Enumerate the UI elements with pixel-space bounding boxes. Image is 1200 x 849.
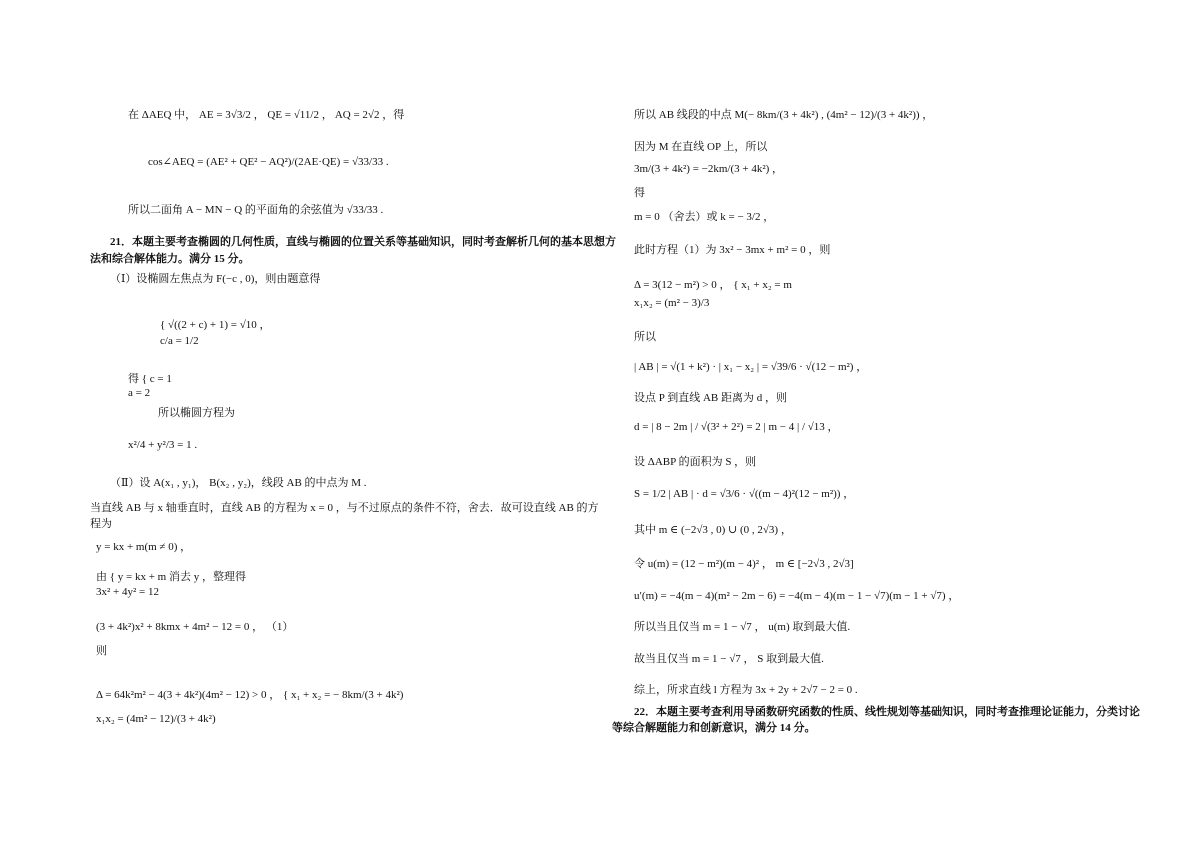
text-line: 故当且仅当 m = 1 − √7 ， S 取到最大值.: [634, 653, 824, 665]
equation-line: x²/4 + y²/3 = 1 .: [128, 439, 198, 451]
equation-line: m = 0 （舍去）或 k = − 3/2 ，: [634, 211, 775, 223]
text-line: 程为: [90, 518, 112, 530]
equation-line: x₁x₂ = (4m² − 12)/(3 + 4k²): [96, 713, 216, 725]
equation-line: 3m/(3 + 4k²) = −2km/(3 + 4k²) ，: [634, 163, 784, 175]
equation-line: c/a = 1/2: [160, 335, 199, 347]
text-line: 则: [96, 645, 107, 657]
equation-line: S = 1/2 | AB | · d = √3/6 · √((m − 4)²(12 − m²)) ，: [634, 488, 855, 500]
equation-line: Δ = 64k²m² − 4(3 + 4k²)(4m² − 12) > 0 ， { x₁ + x₂ = − 8km/(3 + 4k²): [96, 689, 404, 701]
equation-line: 综上，所求直线 l 方程为 3x + 2y + 2√7 − 2 = 0 .: [634, 684, 858, 696]
equation-line: 在 ΔAEQ 中， AE = 3√3/2 ， QE = √11/2 ， AQ = 2√2 ，得: [128, 109, 405, 121]
equation-line: 其中 m ∈ (−2√3 , 0) ∪ (0 , 2√3) ，: [634, 524, 792, 536]
equation-line: x₁x₂ = (m² − 3)/3: [634, 297, 710, 309]
equation-line: Δ = 3(12 − m²) > 0 ， { x₁ + x₂ = m: [634, 279, 792, 291]
text-line: 所以二面角 A − MN − Q 的平面角的余弦值为 √33/33 .: [128, 204, 384, 216]
text-line: 设点 P 到直线 AB 距离为 d ，则: [634, 392, 787, 404]
text-line: 所以: [634, 331, 656, 343]
equation-line: a = 2: [128, 387, 151, 399]
equation-line: { √((2 + c) + 1) = √10 ，: [160, 319, 271, 331]
equation-line: 令 u(m) = (12 − m²)(m − 4)² ， m ∈ [−2√3 , 2√3]: [634, 558, 854, 570]
equation-line: cos∠AEQ = (AE² + QE² − AQ²)/(2AE·QE) = √33/33 .: [148, 156, 389, 168]
section-heading-21: 21．本题主要考查椭圆的几何性质，直线与椭圆的位置关系等基础知识，同时考查解析几何的基本思想方: [110, 236, 616, 248]
section-heading-21-cont: 法和综合解体能力。满分 15 分。: [90, 253, 250, 265]
right-column: [600, 0, 1200, 849]
equation-line: 得 { c = 1: [128, 373, 172, 385]
equation-line: | AB | = √(1 + k²) · | x₁ − x₂ | = √39/6 · √(12 − m²) ，: [634, 361, 868, 373]
equation-line: (3 + 4k²)x² + 8kmx + 4m² − 12 = 0 ， （1）: [96, 621, 294, 633]
equation-line: 所以 AB 线段的中点 M(− 8km/(3 + 4k²) , (4m² − 12)/(3 + 4k²)) ，: [634, 109, 934, 121]
text-line: 当直线 AB 与 x 轴垂直时，直线 AB 的方程为 x = 0 ，与不过原点的条件不符，舍去．故可设直线 AB 的方: [90, 502, 599, 514]
text-line: 得: [634, 187, 645, 199]
equation-line: d = | 8 − 2m | / √(3² + 2²) = 2 | m − 4 | / √13 ，: [634, 421, 839, 433]
section-heading-22-cont: 等综合解题能力和创新意识，满分 14 分。: [612, 722, 816, 734]
text-line: （Ⅱ）设 A(x₁ , y₁)， B(x₂ , y₂)，线段 AB 的中点为 M .: [110, 477, 367, 489]
text-line: 此时方程（1）为 3x² − 3mx + m² = 0 ，则: [634, 244, 831, 256]
equation-line: u′(m) = −4(m − 4)(m² − 2m − 6) = −4(m − 4)(m − 1 − √7)(m − 1 + √7) ，: [634, 590, 960, 602]
text-line: 因为 M 在直线 OP 上，所以: [634, 141, 768, 153]
equation-line: y = kx + m(m ≠ 0) ，: [96, 541, 192, 553]
text-line: （Ⅰ）设椭圆左焦点为 F(−c , 0)，则由题意得: [110, 273, 321, 285]
text-line: 所以当且仅当 m = 1 − √7 ， u(m) 取到最大值.: [634, 621, 851, 633]
equation-line: 由 { y = kx + m 消去 y ，整理得: [96, 571, 246, 583]
text-line: 所以椭圆方程为: [158, 407, 235, 419]
text-line: 设 ΔABP 的面积为 S ，则: [634, 456, 757, 468]
section-heading-22: 22．本题主要考查利用导函数研究函数的性质、线性规划等基础知识，同时考查推理论证能力，分类讨论: [634, 706, 1140, 718]
equation-line: 3x² + 4y² = 12: [96, 586, 160, 598]
